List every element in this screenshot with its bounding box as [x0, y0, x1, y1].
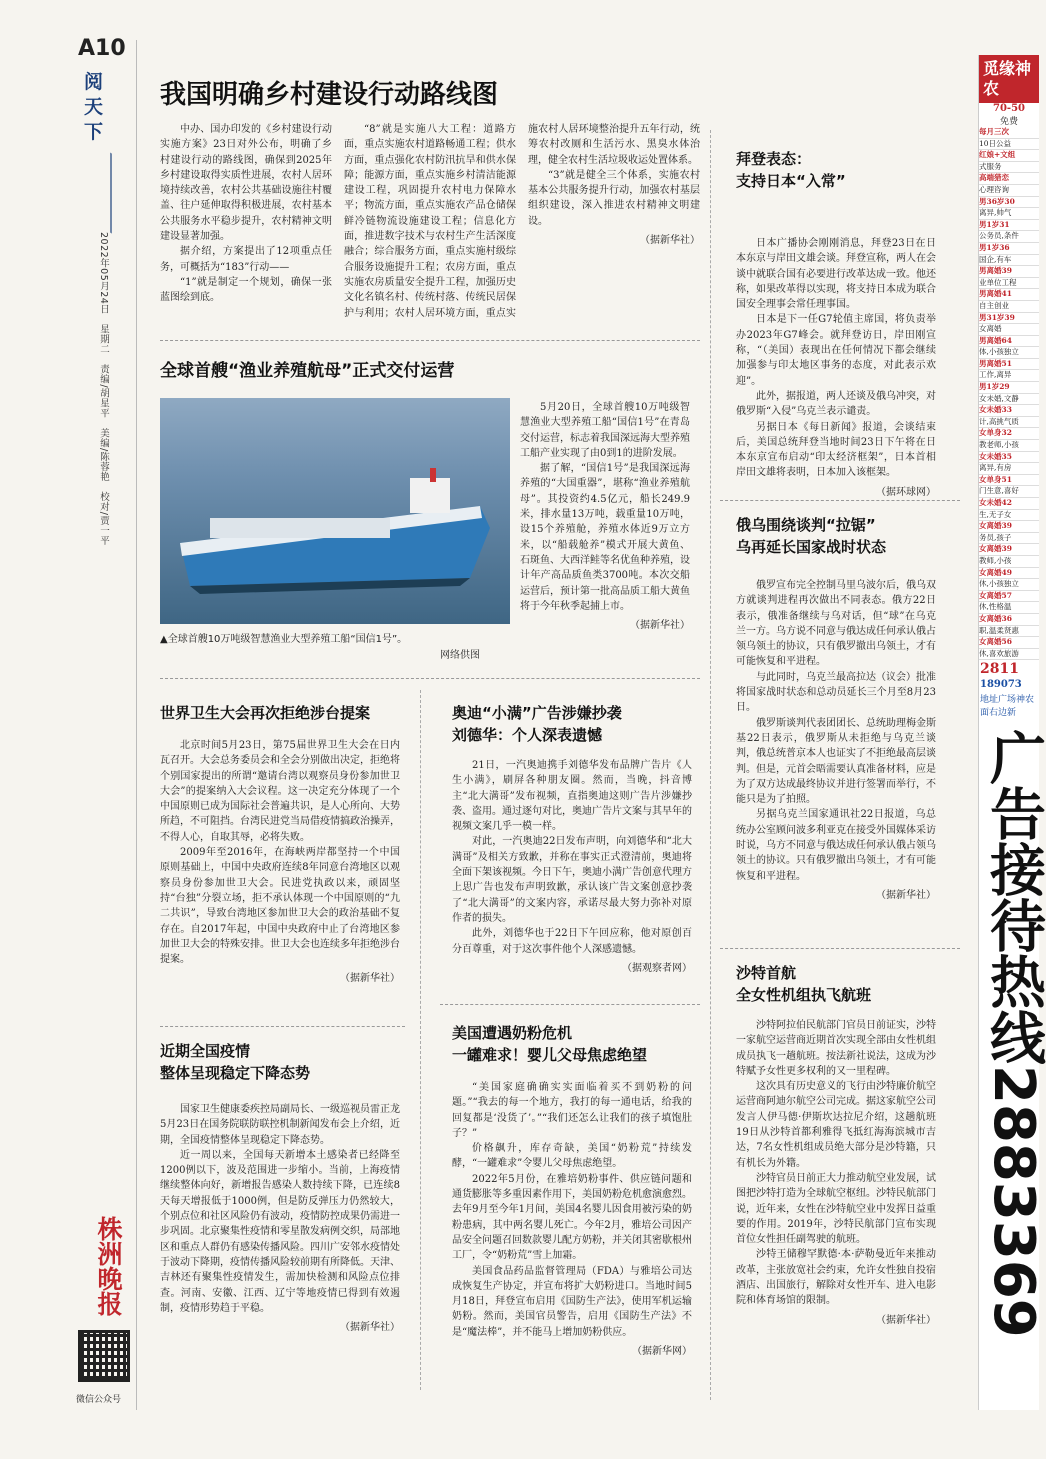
dateline: 2022年05月24日 星期二 责编/胡星平 美编/陈蓉艳 校对/贾一平: [98, 232, 109, 546]
ad-line: 男1岁31: [979, 220, 1039, 232]
source-label: （据观察者网）: [622, 962, 692, 974]
ad-listing: [979, 127, 1039, 660]
ad-line: 女未婚,文静: [979, 394, 1039, 406]
ad-line: 教老师,小孩: [979, 440, 1039, 452]
source-label: （据新华网）: [632, 1346, 692, 1358]
ad-line: 公务员,条件: [979, 231, 1039, 243]
article-title-rural: 我国明确乡村建设行动路线图: [160, 80, 499, 110]
ad-line: 体,小孩独立: [979, 347, 1039, 359]
article-body-russia: 俄罗宣布完全控制马里乌波尔后，俄乌双方就谈判进程再次做出不同表态。俄方22日表示，俄准备继续与乌对话，但“球”在乌克兰一方。乌方说不同意与俄达成任何承认俄占领乌领土的协议，只有俄罗撤出乌领土，才有可能恢复和平进程。 与此同时，乌克兰最高拉达（议会）批准将国家战时状态和总动员延长三个月至8月23日。 俄罗斯谈判代表团团长、总统助理梅金斯基22日表示，俄罗斯从未拒绝与乌克兰谈判，俄总统普京本人也证实了不拒绝最高层谈判。但是，元首会晤需要认真准备材料，应是为了双方达成最终协议并进行签署而举行，不能只是为了拍照。 另据乌克兰国家通讯社22日报道，乌总统办公室顾问波多利亚克在接受外国媒体采访时说，乌方不同意与俄达成任何承认俄占领乌领土的协议。只有俄罗撤出乌领土，才有可能恢复和平进程。 （据新华社）: [736, 580, 936, 901]
article-body-formula: “美国家庭确确实实面临着买不到奶粉的问题。”“我去的每一个地方，我打的每一通电话，给我的回复都是‘没货了’。”“我们还怎么让我们的孩子填饱肚子？” 价格飙升，库存奇缺，美国“奶粉荒”持续发酵，“一罐难求”令婴儿父母焦虑绝望。 2022年5月份，在雅培奶粉事件、供应链问题和通货膨胀等多重因素作用下，美国奶粉危机愈演愈烈。去年9月至今年1月间，美国4名婴儿因食用被污染的奶粉患病，其中两名婴儿死亡。今年2月，雅培公司因产品安全问题召回数款婴儿配方奶粉，并关闭其密歇根州工厂，令“奶粉荒”雪上加霜。 美国食品药品监督管理局（FDA）与雅培公司达成恢复生产协定，并宣布将扩大奶粉进口。当地时间5月18日，拜登宣布启用《国防生产法》，使用军机运输奶粉。然而，美国官员警告，启用《国防生产法》不是“魔法棒”，并不能马上增加奶粉供应。 （据新华网）: [452, 1082, 692, 1358]
ad-line: 女离婚49: [979, 568, 1039, 580]
ad-line: 男36岁30: [979, 197, 1039, 209]
ad-line: 女离婚: [979, 324, 1039, 336]
article-title-saudi: 沙特首航 全女性机组执飞航班: [736, 964, 872, 1004]
ad-hotline[interactable]: 广告接待热线2883369: [981, 729, 1046, 1339]
ad-line: 女未婚35: [979, 452, 1039, 464]
ad-line: 休,小孩独立: [979, 579, 1039, 591]
ad-line: 男1岁29: [979, 382, 1039, 394]
ad-line: 男离婚41: [979, 289, 1039, 301]
ad-line: 女离婚36: [979, 614, 1039, 626]
ad-line: 女离婚39: [979, 521, 1039, 533]
ad-line: 女离婚57: [979, 591, 1039, 603]
ad-line: 10日公益: [979, 139, 1039, 151]
ad-line: 女未婚42: [979, 498, 1039, 510]
ad-line: 教师,小孩: [979, 556, 1039, 568]
ad-free: 免费: [999, 117, 1018, 127]
source-label: （据环球网）: [876, 486, 936, 498]
ad-line: 休,喜欢旅游: [979, 649, 1039, 661]
ad-line: 女离婚39: [979, 544, 1039, 556]
ad-line: 男1岁36: [979, 243, 1039, 255]
ad-line: 心理咨询: [979, 185, 1039, 197]
article-title-covid: 近期全国疫情 整体呈现稳定下降态势: [160, 1042, 311, 1082]
article-body-who: 北京时间5月23日，第75届世界卫生大会在日内瓦召开。大会总务委员会和全会分别做出决定，拒绝将个别国家提出的所谓“邀请台湾以观察员身份参加世卫大会”的提案纳入大会议程。这一决定充分体现了一个中国原则已成为国际社会普遍共识，是人心所向、大势所趋，不可阻挡。台湾民进党当局借疫情搞政治操弄，不得人心，自取其辱，必将失败。 2009年至2016年，在海峡两岸都坚持一个中国原则基础上，中国中央政府连续8年同意台湾地区以观察员身份参加世卫大会。民进党执政以来，顽固坚持“台独”分裂立场，拒不承认体现一个中国原则的“九二共识”，导致台湾地区参加世卫大会的政治基础不复存在。自2017年起，中国中央政府中止了台湾地区参加世卫大会的特殊安排。世卫大会也连续多年拒绝涉台提案。 （据新华社）: [160, 740, 400, 985]
article-title-formula: 美国遭遇奶粉危机 一罐难求！婴儿父母焦虑绝望: [452, 1024, 648, 1064]
ad-strip[interactable]: [978, 55, 1046, 1410]
ad-phone[interactable]: 2811: [980, 661, 1019, 678]
photo-credit: 网络供图: [440, 650, 480, 661]
article-title-who: 世界卫生大会再次拒绝涉台提案: [160, 704, 371, 722]
ad-line: 休,性格温: [979, 602, 1039, 614]
ad-line: 红娘+文组: [979, 150, 1039, 162]
ad-line: 男离婚51: [979, 359, 1039, 371]
article-body-ship: 5月20日，全球首艘10万吨级智慧渔业大型养殖工船“国信1号”在青岛交付运营，标志着我国深远海大型养殖工船产业实现了由0到1的进阶发展。 据了解，“国信1号”是我国深远海养殖的“大国重器”，堪称“渔业养殖航母”。其投资约4.5亿元，船长249.9米，排水量13万吨，载重量10万吨，设15个养殖舱，养殖水体近9万立方米，以“船载舱养”模式开展大黄鱼、石斑鱼、大西洋鲑等名优鱼种养殖，设计年产高品质鱼类3700吨。本次交船运营后，预计第一批高品质工船大黄鱼将于今年秋季起捕上市。 （据新华社）: [520, 402, 690, 632]
column-title: 阅天下: [84, 71, 104, 143]
ad-price: 70-50: [993, 103, 1025, 114]
ad-line: 自主创业: [979, 301, 1039, 313]
ad-line: 计,高挑气质: [979, 417, 1039, 429]
ad-line: 男31岁39: [979, 313, 1039, 325]
ad-line: 每月三次: [979, 127, 1039, 139]
source-label: （据新华社）: [340, 973, 400, 985]
ad-line: 女单身32: [979, 428, 1039, 440]
ad-phone-2[interactable]: 189073: [980, 679, 1022, 691]
source-label: （据新华社）: [630, 620, 690, 632]
source-label: （据新华社）: [640, 235, 700, 247]
ad-header: 觅缘神农: [979, 55, 1039, 103]
source-label: （据新华社）: [876, 889, 936, 901]
ad-line: 男离婚64: [979, 336, 1039, 348]
ad-line: 工作,离异: [979, 370, 1039, 382]
article-body-audi: 21日，一汽奥迪携手刘德华发布品牌广告片《人生小满》，刷屏各种朋友圈。然而，当晚，抖音博主“北大满哥”发布视频，直指奥迪这则广告片涉嫌抄袭、盗用。通过逐句对比，奥迪广告片文案与其早年的视频文案几乎一模一样。 对此，一汽奥迪22日发布声明，向刘德华和“北大满哥”及相关方致歉，并称在事实正式澄清前，奥迪将全面下架该视频。今日下午，奥迪小满广告创意代理方上思广告也发布声明致歉，承认该广告文案创意抄袭了“北大满哥”的文案内容，承诺尽最大努力弥补对原作者的损失。 此外，刘德华也于22日下午回应称，他对原创百分百尊重，对于这次事件他个人深感遗憾。 （据观察者网）: [452, 760, 692, 974]
article-body-rural: 中办、国办印发的《乡村建设行动实施方案》23日对外公布，明确了乡村建设行动的路线图，确保到2025年乡村建设取得实质性进展，农村人居环境持续改善，农村公共基础设施往村覆盖、往户延伸取得积极进展，农村基本公共服务水平稳步提升，农村精神文明建设显著加强。 据介绍，方案提出了12项重点任务，可概括为“183”行动—— “1”就是制定一个规划，确保一张蓝图绘到底。 “8”就是实施八大工程：道路方面，重点实施农村道路畅通工程；供水方面，重点强化农村防汛抗旱和供水保障；能源方面，重点实施乡村清洁能源建设工程，巩固提升农村电力保障水平；物流方面，重点实施农产品仓储保鲜冷链物流设施建设工程；信息化方面，推进数字技术与农村生产生活深度融合；综合服务方面，重点实施村级综合服务设施提升工程；农房方面，重点实施农房质量安全提升工程，加强历史文化名镇名村、传统村落、传统民居保护与利用；农村人居环境方面，重点实施农村人居环境整治提升五年行动，统筹农村改厕和生活污水、黑臭水体治理，健全农村生活垃圾收运处置体系。 “3”就是健全三个体系，实施农村基本公共服务提升行动，加强农村基层组织建设，深入推进农村精神文明建设。 （据新华社）: [160, 124, 700, 319]
ad-address: 地址广场神农面右边新: [980, 695, 1035, 719]
article-body-biden: 日本广播协会刚刚消息，拜登23日在日本东京与岸田文雄会谈。拜登宣称，两人在会谈中就联合国有必要进行改革达成一致。他还称，如果改革得以实现，将支持日本成为联合国安全理事会常任理事国。 日本是下一任G7轮值主席国，将负责举办2023年G7峰会。就拜登访日，岸田刚宣称，“（美国）表现出在任何情况下都会继续加强参与印太地区事务的态度，对此表示欢迎”。 此外，据报道，两人还谈及俄乌冲突，对俄罗斯“入侵”乌克兰表示谴责。 另据日本《每日新闻》报道，会谈结束后，美国总统拜登当地时间23日下午将在日本东京宣布启动“印太经济框架”，日本首相岸田文雄将表明，日本加入该框架。 （据环球网）: [736, 238, 936, 498]
qr-caption: 微信公众号: [76, 1395, 122, 1405]
ad-line: 职,温柔贤惠: [979, 626, 1039, 638]
ad-line: 式服务: [979, 162, 1039, 174]
ad-line: 离异,有房: [979, 463, 1039, 475]
ad-line: 女未婚33: [979, 405, 1039, 417]
page-number: A10: [78, 36, 126, 61]
ad-line: 女离婚56: [979, 637, 1039, 649]
article-body-saudi: 沙特阿拉伯民航部门官员日前证实，沙特一家航空运营商近期首次实现全部由女性机组成员执飞一趟航班。按法新社说法，这成为沙特赋予女性更多权利的又一里程碑。 这次具有历史意义的飞行由沙特廉价航空运营商阿迪尔航空公司完成。据这家航空公司发言人伊马德·伊斯坎达拉尼介绍，这趟航班19日从沙特首都利雅得飞抵红海海滨城市吉达，7名女性机组成员绝大部分是沙特籍，只有机长为外籍。 沙特官员日前正大力推动航空业发展，试图把沙特打造为全球航空枢纽。沙特民航部门说，近年来，女性在沙特航空业中发挥日益重要的作用。2019年，沙特民航部门宣布实现首位女性担任副驾驶的航班。 沙特王储穆罕默德·本·萨勒曼近年来推动改革，主张放宽社会约束，允许女性独自投宿酒店、出国旅行，解除对女性开车、进入电影院和体育场馆的限制。 （据新华社）: [736, 1020, 936, 1326]
ad-line: 男离婚39: [979, 266, 1039, 278]
newspaper-logo: 株洲晚报: [94, 1216, 123, 1316]
article-body-covid: 国家卫生健康委疾控局副局长、一级巡视员雷正龙5月23日在国务院联防联控机制新闻发布会上介绍，近期，全国疫情整体呈现稳定下降态势。 近一周以来，全国每天新增本土感染者已经降至1200例以下，波及范围进一步缩小。当前，上海疫情继续整体向好，新增报告感染人数持续下降，已连续8天每天增报低于1000例，但是防反弹压力仍然较大，个别点位和社区风险仍有波动，疫情防控成果仍需进一步巩固。北京聚集性疫情和零星散发病例交织，局部地区和重点人群仍有感染传播风险。四川广安邻水疫情处于波动下降期，疫情传播风险较前期有所降低。天津、吉林还有聚集性疫情发生，需加快检测和风险点位排查。河南、安徽、江西、辽宁等地疫情已得到有效遏制，疫情形势趋于平稳。 （据新华社）: [160, 1104, 400, 1334]
source-label: （据新华社）: [876, 1314, 936, 1326]
article-title-audi: 奥迪“小满”广告涉嫌抄袭 刘德华：个人深表遗憾: [452, 704, 622, 744]
ship-photo: [160, 398, 510, 624]
ad-line: 门生意,喜好: [979, 486, 1039, 498]
ship-icon: [180, 468, 490, 598]
article-title-russia: 俄乌围绕谈判“拉锯” 乌再延长国家战时状态: [736, 516, 887, 556]
ad-line: 离异,帅气: [979, 208, 1039, 220]
article-title-biden: 拜登表态： 支持日本“入常”: [736, 150, 846, 190]
source-label: （据新华社）: [340, 1322, 400, 1334]
ad-line: 国企,有车: [979, 255, 1039, 267]
photo-caption: ▲全球首艘10万吨级智慧渔业大型养殖工船“国信1号”。: [160, 634, 408, 645]
ad-line: 高端猎恋: [979, 173, 1039, 185]
column-decoration: [82, 136, 112, 233]
ad-line: 务员,孩子: [979, 533, 1039, 545]
ad-line: 业单位工程: [979, 278, 1039, 290]
ad-line: 女单身51: [979, 475, 1039, 487]
qr-code-icon[interactable]: [78, 1330, 130, 1382]
article-title-ship: 全球首艘“渔业养殖航母”正式交付运营: [160, 361, 455, 381]
ad-line: 生,无子女: [979, 510, 1039, 522]
